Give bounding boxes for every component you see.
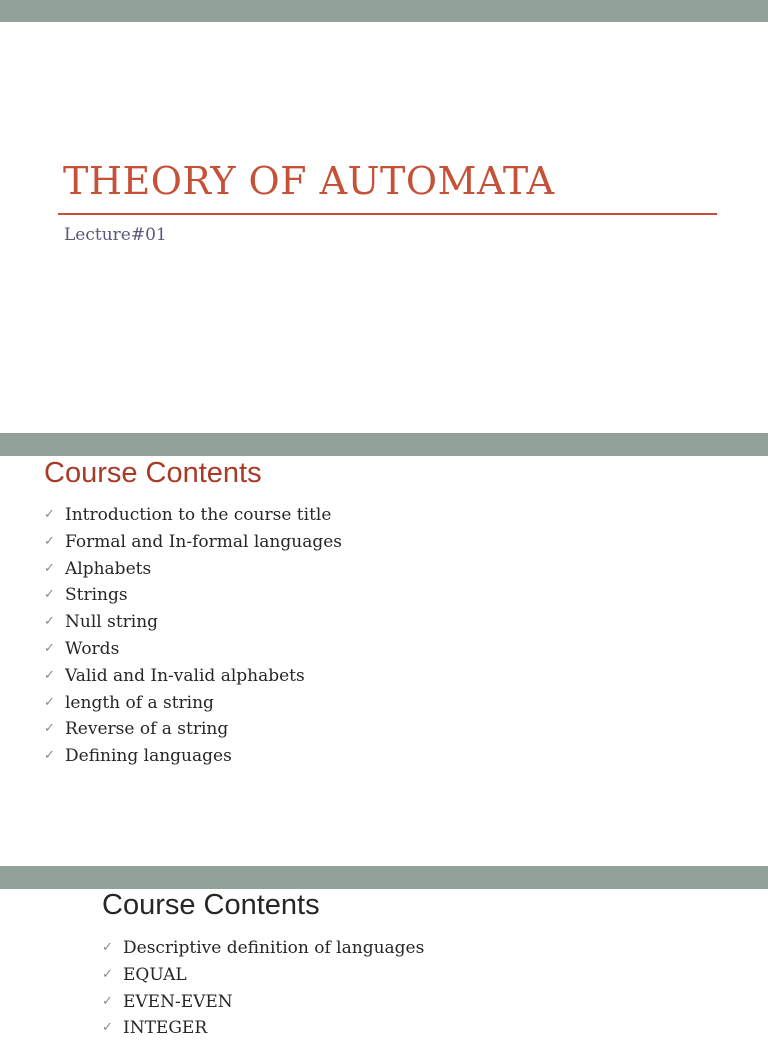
- list-item-text: Formal and In-formal languages: [65, 531, 343, 552]
- check-icon: ✓: [44, 614, 55, 630]
- list-item: [44, 690, 342, 717]
- check-icon: ✓: [44, 587, 55, 603]
- list-item: [44, 636, 342, 663]
- list-item: [44, 609, 342, 636]
- check-icon: ✓: [102, 966, 113, 982]
- list-item: [102, 935, 424, 962]
- check-icon: ✓: [102, 993, 113, 1009]
- check-icon: ✓: [44, 694, 55, 710]
- list-item-text: Words: [65, 638, 120, 659]
- list-item-text: Introduction to the course title: [65, 505, 332, 525]
- check-icon: ✓: [44, 560, 55, 576]
- list-item: [102, 962, 424, 989]
- list-item-text: Alphabets: [65, 558, 152, 579]
- check-icon: ✓: [44, 667, 55, 683]
- bullet-list: [102, 935, 424, 1042]
- list-item: [44, 743, 342, 770]
- list-item: [102, 989, 424, 1016]
- list-item-text: Reverse of a string: [65, 719, 229, 740]
- list-item: [44, 529, 342, 556]
- list-item-text: Strings: [65, 585, 128, 606]
- list-item-text: Null string: [65, 612, 159, 633]
- check-icon: ✓: [44, 721, 55, 737]
- check-icon: ✓: [102, 1020, 113, 1036]
- slide-top-bar: [0, 433, 768, 456]
- list-item: [44, 556, 342, 583]
- list-item-text: EVEN-EVEN: [123, 991, 233, 1012]
- list-item: [102, 1015, 424, 1042]
- check-icon: ✓: [102, 940, 113, 955]
- list-item: [44, 663, 342, 690]
- list-item-text: Defining languages: [65, 746, 232, 767]
- title-slide: [0, 22, 768, 433]
- course-contents-slide-2: [0, 889, 768, 1039]
- list-item-text: length of a string: [65, 692, 214, 713]
- check-icon: ✓: [44, 640, 55, 656]
- list-item: [44, 502, 342, 529]
- list-item-text: EQUAL: [123, 964, 187, 985]
- list-item-text: INTEGER: [123, 1018, 208, 1039]
- slide-heading: Course Contents: [44, 457, 262, 489]
- check-icon: ✓: [44, 533, 55, 549]
- slide-heading: Course Contents: [102, 889, 320, 921]
- check-icon: ✓: [44, 507, 55, 522]
- title-underline: [58, 213, 717, 215]
- list-item: [44, 582, 342, 609]
- slide-top-bar: [0, 866, 768, 889]
- slide-top-bar: [0, 0, 768, 22]
- list-item: [44, 716, 342, 743]
- slide-subtitle: Lecture#01: [64, 225, 167, 245]
- list-item-text: Valid and In-valid alphabets: [65, 665, 305, 686]
- check-icon: ✓: [44, 748, 55, 764]
- slide-title: THEORY OF AUTOMATA: [63, 159, 555, 203]
- bullet-list: [44, 502, 342, 770]
- list-item-text: Descriptive definition of languages: [123, 938, 425, 958]
- course-contents-slide-1: [0, 456, 768, 866]
